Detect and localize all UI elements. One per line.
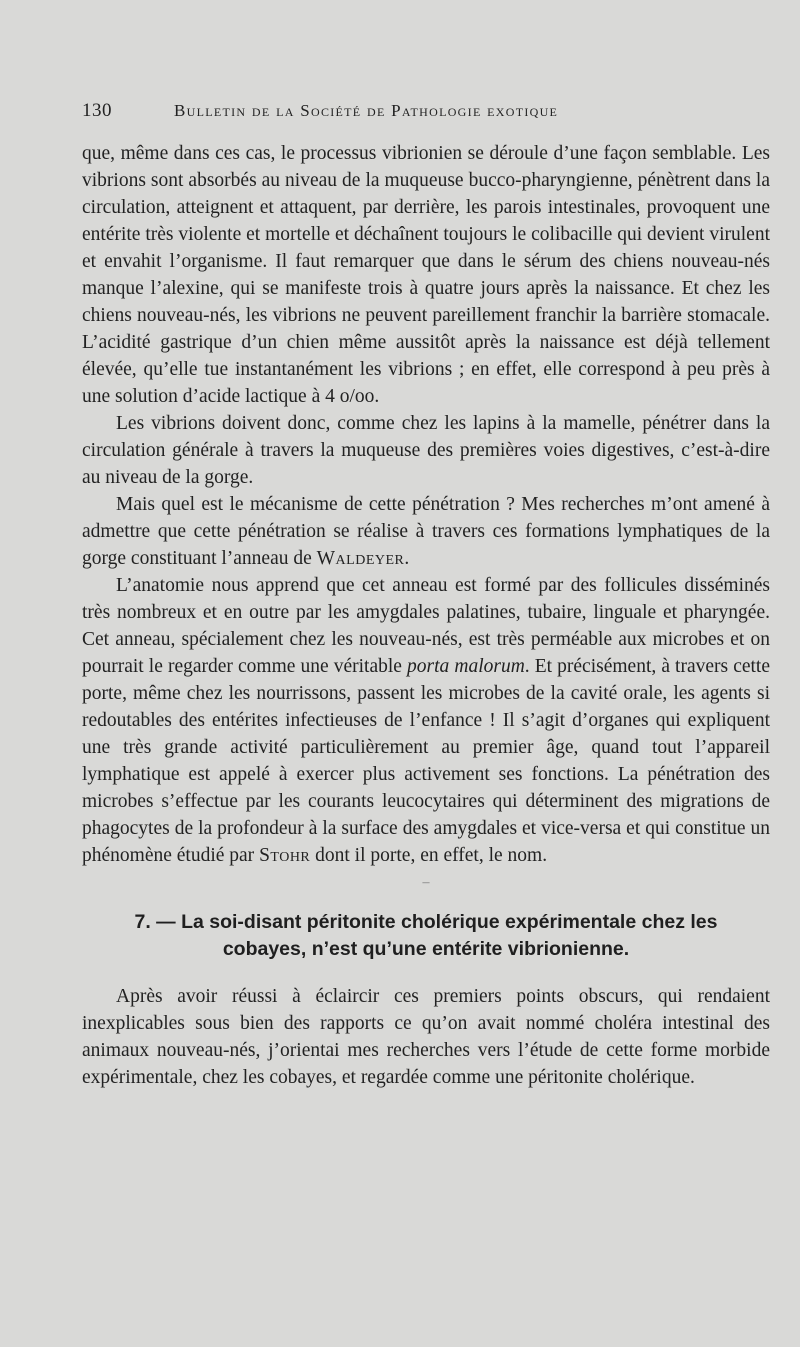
- section-heading: 7. — La soi-disant péritonite cholérique expérimentale chez les cobayes, n’est qu’une entérite vibrionienne.: [134, 911, 718, 960]
- running-title: Bulletin de la Société de Pathologie exotique: [174, 101, 559, 120]
- author-name-stohr: Stohr: [259, 845, 311, 866]
- author-name-waldeyer: Waldeyer: [316, 548, 405, 569]
- italic-term: porta malorum: [407, 656, 525, 677]
- paragraph-3: [82, 491, 770, 572]
- page-number: 130: [82, 100, 112, 121]
- section-separator: –: [422, 875, 430, 890]
- paragraph-2: Les vibrions doivent donc, comme chez les lapins à la mamelle, pénétrer dans la circulation générale à travers la muqueuse des premières voies digestives, c’est-à-dire au niveau de la gorge.: [82, 413, 770, 488]
- paragraph-5: Après avoir réussi à éclaircir ces premiers points obscurs, qui rendaient inexplicables sous bien des rapports ce qu’on avait nommé choléra intestinal des animaux nouveau-nés, j’orientai mes recherches vers l’étude de cette forme morbide expérimentale, chez les cobayes, et regardée comme une péritonite cholérique.: [82, 986, 770, 1088]
- paragraph-3-end: .: [404, 548, 410, 569]
- paragraph-4-text-c: dont il porte, en effet, le nom.: [310, 845, 548, 866]
- paragraph-4-text-a: L’anatomie nous apprend que cet anneau est formé par des follicules disséminés très nombreux et en outre par les amygdales palatines, tubaire, linguale et pharyngée. Cet anneau, spécialement chez les nouveau-nés, est très perméable aux microbes et on pourrait le regarder comme une véritable: [82, 575, 770, 677]
- paragraph-1: que, même dans ces cas, le processus vibrionien se déroule d’une façon semblable. Les vibrions sont absorbés au niveau de la muqueuse bucco-pharyngienne, pénètrent dans la circulation, atteignent et attaquent, par derrière, les parois intestinales, provoquent une entérite très violente et mortelle et déchaînent toujours le colibacille qui devient virulent et envahit l’organisme. Il faut remarquer que dans le sérum des chiens nouveau-nés manque l’alexine, qui se manifeste trois à quatre jours après la naissance. Et chez les chiens nouveau-nés, les vibrions ne peuvent pareillement franchir la barrière stomacale. L’acidité gastrique d’un chien même aussitôt après la naissance est déjà tellement élevée, qu’elle tue instantanément les vibrions ; en effet, elle correspond à peu près à une solution d’acide lactique à 4 o/oo.: [82, 143, 770, 407]
- paragraph-3-text: Mais quel est le mécanisme de cette pénétration ? Mes recherches m’ont amené à admettre que cette pénétration se réalise à travers ces formations lymphatiques de la gorge constituant l’anneau de: [82, 494, 770, 569]
- paragraph-4-text-b: . Et précisément, à travers cette porte, même chez les nourrissons, passent les microbes de la cavité orale, les agents si redoutables des entérites infectieuses de l’enfance ! Il s’agit d’organes qui expliquent une très grande activité particulièrement au premier âge, quand tout l’appareil lymphatique est appelé à exercer plus activement ses fonctions. La pénétration des microbes s’effectue par les courants leucocytaires qui déterminent des migrations de phagocytes de la profondeur à la surface des amygdales et vice-versa et qui constitue un phénomène étudié par: [82, 656, 770, 866]
- paragraph-4: [82, 572, 770, 869]
- page-header: [82, 100, 770, 130]
